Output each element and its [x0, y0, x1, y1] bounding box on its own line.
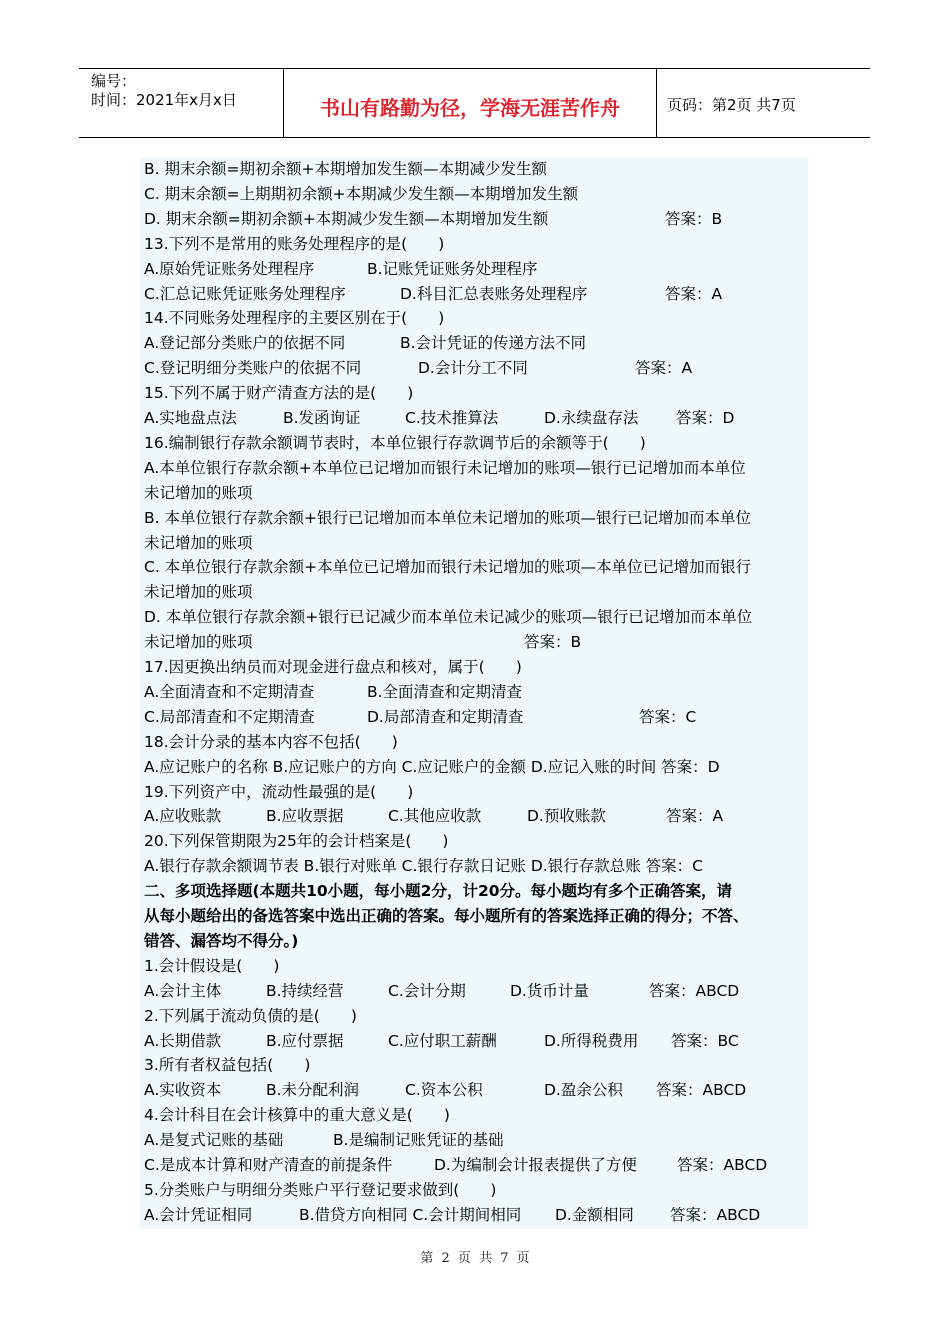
answer-text: 答案：B	[524, 633, 582, 652]
text-segment: 1.会计假设是( )	[144, 956, 280, 975]
text-segment: B. 期末余额=期初余额+本期增加发生额—本期减少发生额	[144, 160, 547, 178]
text-segment: 未记增加的账项	[144, 533, 253, 552]
text-segment: C.应付职工薪酬	[388, 1031, 497, 1050]
text-line	[144, 381, 808, 406]
text-segment: D.盈余公积	[544, 1081, 623, 1100]
answer-text: 答案：ABCD	[656, 1081, 747, 1100]
answer-text: 答案：ABCD	[649, 981, 740, 1000]
text-line	[144, 580, 808, 605]
text-line	[144, 979, 808, 1004]
text-segment: C.其他应收款	[388, 807, 482, 826]
text-segment: B. 本单位银行存款余额+银行已记增加而本单位未记增加的账项—银行已记增加而本单位	[144, 508, 751, 527]
text-segment: C.技术推算法	[405, 409, 499, 427]
text-line	[144, 157, 808, 182]
answer-text: 答案：A	[666, 807, 724, 826]
section-heading-line	[144, 904, 808, 929]
text-segment: 13.下列不是常用的账务处理程序的是( )	[144, 234, 445, 253]
text-line	[144, 456, 808, 481]
text-segment: C.是成本计算和财产清查的前提条件	[144, 1156, 393, 1174]
text-line	[144, 1128, 808, 1153]
text-line	[144, 730, 808, 755]
text-segment: A.登记部分类账户的依据不同	[144, 334, 346, 353]
text-segment: D.所得税费用	[544, 1031, 639, 1050]
text-line	[144, 182, 808, 207]
text-segment: C.会计分期	[388, 981, 466, 1000]
text-segment: 18.会计分录的基本内容不包括( )	[144, 732, 398, 751]
text-segment: 未记增加的账项	[144, 483, 253, 502]
text-segment: D.金额相同	[555, 1205, 634, 1224]
text-line	[144, 356, 808, 381]
text-segment: 错答、漏答均不得分。)	[144, 931, 299, 950]
text-segment: B.借贷方向相同 C.会计期间相同	[299, 1205, 522, 1224]
page-header	[79, 68, 870, 138]
text-segment: 15.下列不属于财产清查方法的是( )	[144, 384, 414, 403]
text-segment: 16.编制银行存款余额调节表时，本单位银行存款调节后的余额等于( )	[144, 433, 646, 452]
text-segment: D. 本单位银行存款余额+银行已记减少而本单位未记减少的账项—银行已记增加而本单位	[144, 608, 753, 627]
header-middle-cell	[284, 69, 657, 137]
text-line	[144, 630, 808, 655]
code-label: 编号：	[91, 72, 137, 90]
text-segment: A.应收账款	[144, 807, 222, 826]
page-info: 页码：第2页 共7页	[667, 96, 796, 114]
text-line	[144, 780, 808, 805]
text-segment: A.实收资本	[144, 1081, 222, 1100]
answer-text: 答案：A	[665, 284, 723, 303]
text-segment: C.登记明细分类账户的依据不同	[144, 359, 362, 378]
text-segment: 19.下列资产中，流动性最强的是( )	[144, 782, 414, 801]
text-line	[144, 331, 808, 356]
section-heading-line	[144, 879, 808, 904]
text-segment: C. 本单位银行存款余额+本单位已记增加而银行未记增加的账项—本单位已记增加而银行	[144, 558, 752, 577]
page-footer: 第 2 页 共 7 页	[420, 1251, 530, 1266]
text-segment: D.永续盘存法	[544, 409, 639, 427]
text-line	[144, 1203, 808, 1228]
text-segment: B.会计凭证的传递方法不同	[400, 334, 587, 353]
text-segment: 20.下列保管期限为25年的会计档案是( )	[144, 832, 449, 851]
text-segment: A.是复式记账的基础	[144, 1131, 284, 1150]
text-segment: 二、多项选择题(本题共10小题，每小题2分，计20分。每小题均有多个正确答案，请	[144, 882, 733, 901]
text-segment: A.本单位银行存款余额+本单位已记增加而银行未记增加的账项—银行已记增加而本单位	[144, 458, 746, 477]
text-segment: B.记账凭证账务处理程序	[367, 259, 538, 278]
text-segment: 2.下列属于流动负债的是( )	[144, 1006, 357, 1025]
text-line	[144, 1103, 808, 1128]
text-line	[144, 531, 808, 556]
text-segment: B.是编制记账凭证的基础	[333, 1131, 504, 1150]
text-line	[144, 755, 808, 780]
header-right-cell	[657, 69, 870, 137]
text-line	[144, 481, 808, 506]
motto-text: 书山有路勤为径，学海无涯苦作舟	[320, 96, 620, 120]
text-segment: B.全面清查和定期清查	[367, 682, 523, 701]
text-segment: C. 期末余额=上期期初余额+本期减少发生额—本期增加发生额	[144, 184, 579, 203]
text-segment: D.科目汇总表账务处理程序	[400, 284, 588, 303]
text-segment: A.银行存款余额调节表 B.银行对账单 C.银行存款日记账 D.银行存款总账 答案：C	[144, 857, 703, 876]
text-line	[144, 954, 808, 979]
text-segment: D.为编制会计报表提供了方便	[434, 1156, 637, 1174]
answer-text: 答案：BC	[671, 1031, 739, 1050]
text-segment: 17.因更换出纳员而对现金进行盘点和核对，属于( )	[144, 658, 522, 676]
text-segment: 未记增加的账项	[144, 633, 253, 652]
text-line	[144, 680, 808, 705]
time-label: 时间：2021年x月x日	[91, 91, 237, 109]
text-segment: C.局部清查和不定期清查	[144, 707, 315, 726]
text-segment: D.预收账款	[527, 807, 606, 826]
text-line	[144, 605, 808, 630]
text-segment: A.会计凭证相同	[144, 1205, 253, 1224]
text-segment: A.实地盘点法	[144, 409, 237, 427]
text-line	[144, 1078, 808, 1103]
text-segment: B.应收票据	[266, 807, 344, 826]
text-segment: D.局部清查和定期清查	[367, 707, 524, 726]
text-line	[144, 306, 808, 331]
text-segment: B.应付票据	[266, 1031, 344, 1050]
text-line	[144, 1178, 808, 1203]
answer-text: 答案：ABCD	[670, 1205, 761, 1224]
text-line	[144, 655, 808, 680]
text-line	[144, 1053, 808, 1078]
text-line	[144, 257, 808, 282]
section-heading-line	[144, 929, 808, 954]
text-segment: A.全面清查和不定期清查	[144, 682, 315, 701]
text-line	[144, 1153, 808, 1178]
text-segment: 3.所有者权益包括( )	[144, 1056, 311, 1075]
text-line	[144, 506, 808, 531]
text-line	[144, 555, 808, 580]
text-segment: A.会计主体	[144, 981, 222, 1000]
text-line	[144, 282, 808, 307]
text-segment: 4.会计科目在会计核算中的重大意义是( )	[144, 1106, 450, 1125]
text-line	[144, 431, 808, 456]
text-segment: D.会计分工不同	[418, 359, 528, 378]
text-segment: B.发函询证	[283, 409, 361, 427]
text-segment: A.原始凭证账务处理程序	[144, 259, 315, 278]
text-line	[144, 705, 808, 730]
answer-text: 答案：ABCD	[677, 1156, 768, 1174]
text-line	[144, 232, 808, 257]
text-segment: 5.分类账户与明细分类账户平行登记要求做到( )	[144, 1180, 497, 1199]
text-line	[144, 854, 808, 879]
answer-text: 答案：A	[635, 359, 693, 378]
text-segment: 14.不同账务处理程序的主要区别在于( )	[144, 309, 445, 328]
text-line	[144, 829, 808, 854]
text-segment: A.长期借款	[144, 1031, 222, 1050]
answer-text: 答案：D	[676, 409, 735, 427]
text-line	[144, 1004, 808, 1029]
text-segment: D. 期末余额=期初余额+本期减少发生额—本期增加发生额	[144, 209, 549, 228]
header-left-cell	[79, 69, 284, 137]
text-segment: C.资本公积	[405, 1081, 483, 1100]
text-segment: D.货币计量	[510, 981, 589, 1000]
text-line	[144, 406, 808, 431]
text-line	[144, 804, 808, 829]
text-segment: C.汇总记账凭证账务处理程序	[144, 284, 346, 303]
text-line	[144, 207, 808, 232]
text-segment: B.持续经营	[266, 981, 344, 1000]
answer-text: 答案：C	[639, 707, 697, 726]
text-segment: 未记增加的账项	[144, 583, 253, 602]
text-line	[144, 1029, 808, 1054]
answer-text: 答案：B	[665, 209, 723, 228]
question-content	[140, 157, 808, 1229]
text-segment: 从每小题给出的备选答案中选出正确的答案。每小题所有的答案选择正确的得分；不答、	[144, 907, 749, 925]
text-segment: B.未分配利润	[266, 1081, 360, 1100]
text-segment: A.应记账户的名称 B.应记账户的方向 C.应记账户的金额 D.应记入账的时间 答案：D	[144, 757, 720, 776]
